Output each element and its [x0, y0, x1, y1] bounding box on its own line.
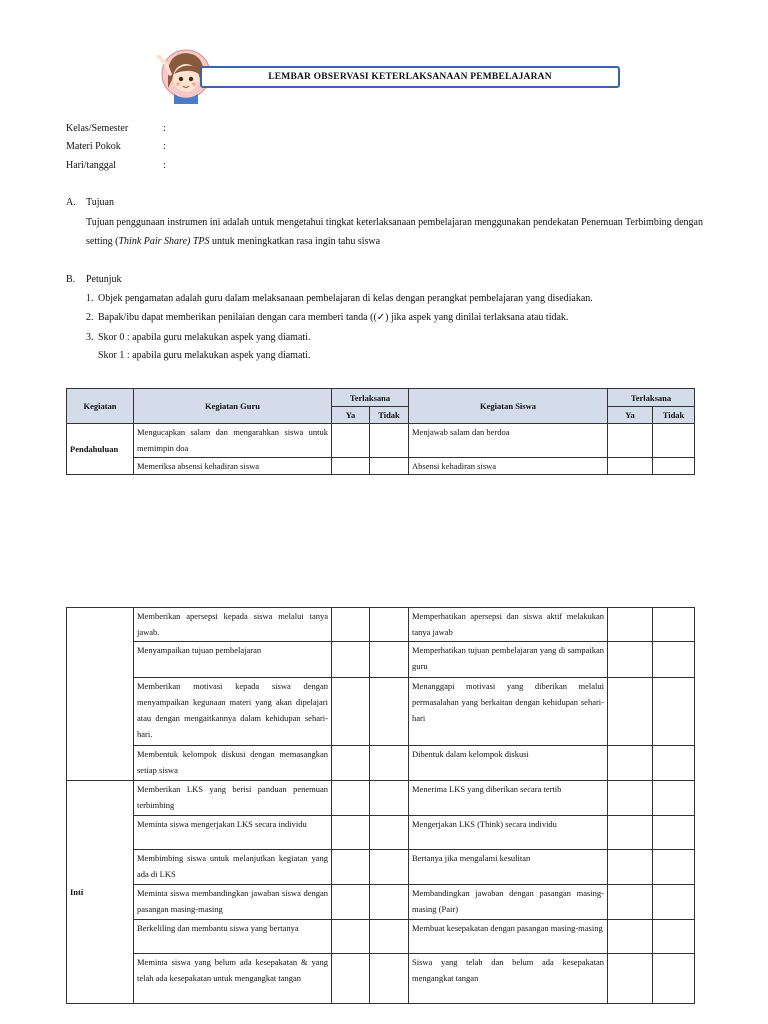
checkbox-cell[interactable]: [653, 746, 695, 781]
checkbox-cell[interactable]: [653, 920, 695, 954]
checkbox-cell[interactable]: [332, 746, 370, 781]
checkbox-cell[interactable]: [370, 885, 409, 920]
hari-tanggal-colon: :: [163, 160, 166, 171]
instruction-number: 3.: [86, 332, 94, 343]
header-kegiatan-siswa: Kegiatan Siswa: [409, 389, 608, 424]
phase-label-empty: [67, 608, 134, 781]
checkbox-cell[interactable]: [332, 850, 370, 885]
header-terlaksana-siswa: Terlaksana: [608, 389, 695, 407]
checkbox-cell[interactable]: [608, 954, 653, 1004]
checkbox-cell[interactable]: [332, 816, 370, 850]
checkbox-cell[interactable]: [332, 424, 370, 458]
checkbox-cell[interactable]: [653, 678, 695, 746]
instruction-text: Bapak/ibu dapat memberikan penilaian dengan cara memberi tanda ((✓) jika aspek yang dinilai terlaksana atau tidak.: [98, 312, 569, 323]
siswa-activity: Siswa yang telah dan belum ada kesepakatan mengangkat tangan: [409, 954, 608, 1004]
table-row: [67, 608, 695, 642]
siswa-activity: Mengerjakan LKS (Think) secara individu: [409, 816, 608, 850]
checkbox-cell[interactable]: [608, 678, 653, 746]
section-a-text-italic: Think Pair Share) TPS: [118, 236, 210, 247]
guru-activity: Meminta siswa yang belum ada kesepakatan & yang telah ada kesepakatan untuk mengangkat tangan: [134, 954, 332, 1004]
checkbox-cell[interactable]: [653, 642, 695, 678]
kelas-semester-colon: :: [163, 123, 166, 134]
siswa-activity: Membuat kesepakatan dengan pasangan masing-masing: [409, 920, 608, 954]
siswa-activity: Absensi kehadiran siswa: [409, 458, 608, 475]
guru-activity: Memberikan LKS yang berisi panduan penemuan terbimbing: [134, 781, 332, 816]
materi-pokok-label: Materi Pokok: [66, 141, 121, 152]
checkbox-cell[interactable]: [370, 954, 409, 1004]
header-tidak: Tidak: [653, 407, 695, 424]
guru-activity: Meminta siswa membandingkan jawaban siswa dengan pasangan masing-masing: [134, 885, 332, 920]
instruction-number: 2.: [86, 312, 94, 323]
checkbox-cell[interactable]: [608, 781, 653, 816]
table-row: [67, 746, 695, 781]
guru-activity: Meminta siswa mengerjakan LKS secara individu: [134, 816, 332, 850]
checkbox-cell[interactable]: [608, 885, 653, 920]
checkbox-cell[interactable]: [370, 424, 409, 458]
checkbox-cell[interactable]: [608, 920, 653, 954]
checkbox-cell[interactable]: [370, 746, 409, 781]
checkbox-cell[interactable]: [608, 458, 653, 475]
section-a-text-2: untuk meningkatkan rasa ingin tahu siswa: [209, 236, 381, 247]
phase-label-pendahuluan: Pendahuluan: [67, 424, 134, 475]
checkbox-cell[interactable]: [653, 816, 695, 850]
checkbox-cell[interactable]: [370, 920, 409, 954]
instruction-number: 1.: [86, 293, 94, 304]
table-row: [67, 424, 695, 458]
section-b-title: Petunjuk: [86, 274, 122, 285]
guru-activity: Memberikan apersepsi kepada siswa melalui tanya jawab.: [134, 608, 332, 642]
checkbox-cell[interactable]: [653, 781, 695, 816]
header-terlaksana-guru: Terlaksana: [332, 389, 409, 407]
checkbox-cell[interactable]: [332, 608, 370, 642]
checkbox-cell[interactable]: [653, 885, 695, 920]
section-a-paragraph: [86, 213, 703, 251]
checkbox-cell[interactable]: [653, 458, 695, 475]
phase-label-inti: Inti: [67, 781, 134, 1004]
table-row: [67, 850, 695, 885]
siswa-activity: Bertanya jika mengalami kesulitan: [409, 850, 608, 885]
header-ya: Ya: [608, 407, 653, 424]
checkbox-cell[interactable]: [332, 458, 370, 475]
section-a-letter: A.: [66, 197, 76, 208]
checkbox-cell[interactable]: [370, 781, 409, 816]
guru-activity: Menyampaikan tujuan pembelajaran: [134, 642, 332, 678]
checkbox-cell[interactable]: [608, 642, 653, 678]
checkbox-cell[interactable]: [608, 746, 653, 781]
guru-activity: Mengucapkan salam dan mengarahkan siswa untuk memimpin doa: [134, 424, 332, 458]
checkbox-cell[interactable]: [608, 608, 653, 642]
header-ya: Ya: [332, 407, 370, 424]
checkbox-cell[interactable]: [608, 850, 653, 885]
checkbox-cell[interactable]: [653, 850, 695, 885]
header-kegiatan: Kegiatan: [67, 389, 134, 424]
checkbox-cell[interactable]: [370, 816, 409, 850]
siswa-activity: Menerima LKS yang diberikan secara tertib: [409, 781, 608, 816]
checkbox-cell[interactable]: [332, 678, 370, 746]
checkbox-cell[interactable]: [332, 885, 370, 920]
siswa-activity: Membandingkan jawaban dengan pasangan masing-masing (Pair): [409, 885, 608, 920]
table-row: [67, 458, 695, 475]
instruction-text: Objek pengamatan adalah guru dalam melaksanaan pembelajaran di kelas dengan perangkat pembelajaran yang disediakan.: [98, 293, 593, 304]
instruction-text: Skor 0 : apabila guru melakukan aspek yang diamati.: [98, 332, 311, 343]
table-row: [67, 678, 695, 746]
guru-activity: Membentuk kelompok diskusi dengan memasangkan setiap siswa: [134, 746, 332, 781]
guru-activity: Membimbing siswa untuk melanjutkan kegiatan yang ada di LKS: [134, 850, 332, 885]
checkbox-cell[interactable]: [653, 608, 695, 642]
table-row: [67, 885, 695, 920]
hari-tanggal-label: Hari/tanggal: [66, 160, 116, 171]
table-row: [67, 781, 695, 816]
header-tidak: Tidak: [370, 407, 409, 424]
checkbox-cell[interactable]: [370, 458, 409, 475]
materi-pokok-colon: :: [163, 141, 166, 152]
checkbox-cell[interactable]: [608, 816, 653, 850]
guru-activity: Memeriksa absensi kehadiran siswa: [134, 458, 332, 475]
siswa-activity: Memperhatikan apersepsi dan siswa aktif melakukan tanya jawab: [409, 608, 608, 642]
kelas-semester-label: Kelas/Semester: [66, 123, 129, 134]
section-a-text-1: Tujuan penggunaan instrumen ini adalah untuk mengetahui tingkat keterlaksanaan pembelajaran menggunakan pendekatan Penemuan Terbimbing dengan setting (: [86, 217, 703, 247]
checkbox-cell[interactable]: [332, 954, 370, 1004]
header-kegiatan-guru: Kegiatan Guru: [134, 389, 332, 424]
checkbox-cell[interactable]: [370, 850, 409, 885]
section-a-title: Tujuan: [86, 197, 114, 208]
table-row: [67, 642, 695, 678]
table-row: [67, 920, 695, 954]
siswa-activity: Menanggapi motivasi yang diberikan melalui permasalahan yang berkaitan dengan kehidupan sehari-hari: [409, 678, 608, 746]
observation-table-pendahuluan: [66, 388, 695, 475]
page-title: LEMBAR OBSERVASI KETERLAKSANAAN PEMBELAJARAN: [200, 66, 620, 88]
siswa-activity: Dibentuk dalam kelompok diskusi: [409, 746, 608, 781]
checkbox-cell[interactable]: [653, 424, 695, 458]
checkbox-cell[interactable]: [370, 608, 409, 642]
section-b-letter: B.: [66, 274, 76, 285]
table-row: [67, 816, 695, 850]
guru-activity: Berkeliling dan membantu siswa yang bertanya: [134, 920, 332, 954]
siswa-activity: Menjawab salam dan berdoa: [409, 424, 608, 458]
siswa-activity: Memperhatikan tujuan pembelajaran yang di sampaikan guru: [409, 642, 608, 678]
checkbox-cell[interactable]: [332, 642, 370, 678]
checkbox-cell[interactable]: [332, 781, 370, 816]
checkbox-cell[interactable]: [370, 642, 409, 678]
guru-activity: Memberikan motivasi kepada siswa dengan menyampaikan kegunaan materi yang akan dipelajari atau dengan mengaitkannya dalam kehidupan sehari-hari.: [134, 678, 332, 746]
checkbox-cell[interactable]: [653, 954, 695, 1004]
observation-table-inti: [66, 607, 695, 1004]
table-row: [67, 954, 695, 1004]
instruction-text: Skor 1 : apabila guru melakukan aspek yang diamati.: [98, 350, 311, 361]
checkbox-cell[interactable]: [370, 678, 409, 746]
checkbox-cell[interactable]: [608, 424, 653, 458]
checkbox-cell[interactable]: [332, 920, 370, 954]
